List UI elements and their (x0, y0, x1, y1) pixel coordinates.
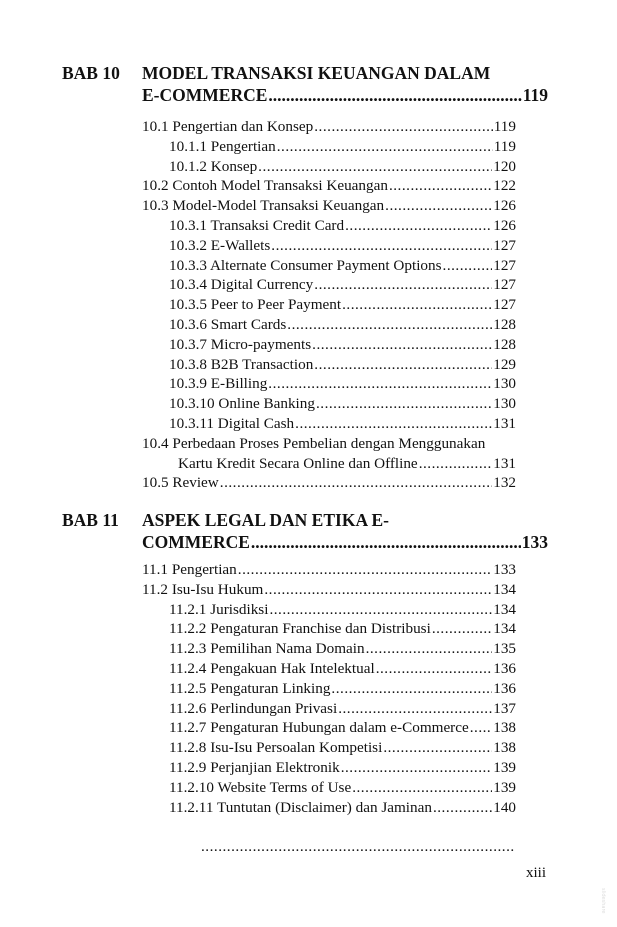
entry-number: 11.2.8 (169, 739, 207, 757)
leader-dots (271, 236, 492, 256)
page-number: 139 (493, 758, 516, 776)
toc-entry[interactable] (142, 738, 516, 758)
toc-entry[interactable] (142, 117, 516, 137)
page-number: 135 (493, 640, 516, 658)
entry-text: B2B Transaction (210, 355, 314, 373)
page-number: 134 (493, 580, 516, 598)
leader-dots (419, 454, 493, 474)
leader-dots (264, 580, 492, 600)
entry-text: Isu-Isu Persoalan Kompetisi (210, 739, 383, 757)
toc-entry[interactable] (142, 236, 516, 256)
leader-dots (201, 837, 515, 857)
entry-number: 10.1 (142, 118, 169, 135)
page-number: 128 (493, 335, 516, 353)
entry-number: 10.3.7 (169, 335, 207, 353)
leader-dots (312, 335, 492, 355)
leader-dots (470, 718, 492, 738)
entry-text: E-Wallets (210, 236, 271, 254)
toc-entry[interactable] (142, 137, 516, 157)
leader-dots (314, 275, 492, 295)
watermark: slideshare (600, 888, 606, 914)
page-number: 119 (522, 85, 548, 105)
leader-dots (314, 117, 493, 137)
leader-dots (251, 531, 521, 553)
entry-text: Pengertian (171, 561, 237, 578)
entry-text: Peer to Peer Payment (210, 296, 342, 314)
leader-dots (238, 560, 492, 580)
entry-text: Jurisdiksi (210, 600, 269, 618)
toc-entry[interactable] (142, 679, 516, 699)
page-number: 127 (493, 296, 516, 314)
page-number: 132 (493, 474, 516, 492)
chapter-title-line1: ASPEK LEGAL DAN ETIKA E- (142, 510, 389, 530)
page-number: 138 (493, 739, 516, 757)
entry-number: 10.5 (142, 474, 169, 492)
toc-entry[interactable] (142, 275, 516, 295)
entry-number: 10.3.9 (169, 375, 207, 393)
entry-number: 10.3.4 (169, 276, 207, 294)
chapter-title (142, 62, 548, 106)
toc-entry[interactable] (142, 699, 516, 719)
entry-number: 10.4 (142, 434, 169, 452)
toc-entry-wrapped-first[interactable] (142, 817, 516, 837)
leader-dots (338, 699, 492, 719)
entry-text: Pengakuan Hak Intelektual (210, 659, 375, 677)
leader-dots (295, 414, 492, 434)
entry-number: 11.2.1 (169, 600, 207, 618)
leader-dots (220, 473, 492, 493)
entry-text: Digital Cash (217, 414, 295, 432)
page-number: 133 (493, 561, 516, 578)
entry-number: 11.2.6 (169, 699, 207, 717)
toc-entry-wrapped-continuation[interactable] (142, 837, 516, 857)
entry-number: 11.2.5 (169, 679, 207, 697)
leader-dots (316, 394, 492, 414)
entry-number: 10.3.6 (169, 315, 207, 333)
entry-number: 11.2.11 (169, 798, 214, 816)
leader-dots (389, 176, 492, 196)
entry-number: 11.2.2 (169, 620, 207, 638)
leader-dots (383, 738, 492, 758)
leader-dots (341, 758, 493, 778)
leader-dots (376, 659, 493, 679)
leader-dots (366, 639, 493, 659)
entry-text: Alternate Consumer Payment Options (209, 256, 442, 274)
entry-text: Pemilihan Nama Domain (210, 640, 365, 658)
entry-text: Perjanjian Elektronik (210, 758, 340, 776)
entry-number: 10.3.11 (169, 414, 214, 432)
entry-text: Smart Cards (210, 315, 287, 333)
leader-dots (345, 216, 492, 236)
entry-text: Model-Model Transaksi Keuangan (172, 197, 385, 215)
page-number: 119 (493, 137, 516, 155)
page-number: 119 (493, 118, 516, 135)
page-number: 133 (521, 532, 548, 552)
page-number: 136 (493, 659, 516, 677)
entry-text: Contoh Model Transaksi Keuangan (172, 177, 388, 195)
entry-number: 10.2 (142, 177, 169, 195)
entry-number: 10.3.8 (169, 355, 207, 373)
toc-entry[interactable] (142, 256, 516, 276)
entry-text: Digital Currency (210, 276, 314, 294)
toc-entry[interactable] (142, 580, 516, 600)
entry-number: 10.3.5 (169, 296, 207, 314)
toc-entry[interactable] (142, 374, 516, 394)
entry-number: 10.3.3 (169, 256, 207, 274)
toc-entry[interactable] (142, 778, 516, 798)
chapter-title-line1: MODEL TRANSAKSI KEUANGAN DALAM (142, 63, 491, 83)
chapter-label: BAB 11 (62, 510, 119, 530)
entry-number: 10.1.2 (169, 157, 207, 175)
leader-dots (277, 137, 493, 157)
entry-text: Pengaturan Franchise dan Distribusi (210, 620, 431, 638)
toc-entry[interactable] (142, 196, 516, 216)
toc-entry[interactable] (142, 176, 516, 196)
leader-dots (269, 600, 492, 620)
page-number: 126 (493, 197, 516, 215)
leader-dots (314, 355, 492, 375)
entry-text: Konsep (210, 157, 258, 175)
page-number: 120 (493, 157, 516, 175)
page-number: 136 (493, 679, 516, 697)
page-number: 131 (493, 414, 516, 432)
toc-entry[interactable] (142, 619, 516, 639)
page-number: 127 (493, 236, 516, 254)
toc-entry[interactable] (142, 600, 516, 620)
page-number: 129 (493, 355, 516, 373)
chapter-title (142, 509, 548, 553)
toc-entry[interactable] (142, 639, 516, 659)
leader-dots (443, 256, 493, 276)
page-number: 140 (493, 798, 516, 816)
entry-text: Kartu Kredit Secara Online dan Offline (178, 454, 418, 472)
page-folio: xiii (526, 865, 547, 881)
chapter-title-line2: COMMERCE (142, 532, 250, 552)
chapter-11-entries (142, 560, 516, 857)
entry-text: E-Billing (210, 375, 268, 393)
entry-number: 10.3.10 (169, 395, 215, 413)
toc-entry[interactable] (142, 560, 516, 580)
entry-text: Perbedaan Proses Pembelian dengan Menggunakan (172, 434, 486, 452)
leader-dots (352, 778, 492, 798)
page-number: 122 (493, 177, 516, 195)
toc-entry[interactable] (142, 335, 516, 355)
toc-entry[interactable] (142, 798, 516, 818)
entry-number: 11.2.7 (169, 719, 207, 737)
leader-dots (385, 196, 492, 216)
entry-number: 11.2.9 (169, 758, 207, 776)
entry-text: Pengaturan Linking (210, 679, 331, 697)
chapter-label: BAB 10 (62, 63, 120, 83)
entry-text: Micro-payments (210, 335, 312, 353)
toc-entry[interactable] (142, 758, 516, 778)
entry-text: Perlindungan Privasi (210, 699, 338, 717)
toc-entry[interactable] (142, 295, 516, 315)
page-number: 128 (493, 315, 516, 333)
page-number: 130 (493, 375, 516, 393)
toc-entry[interactable] (142, 659, 516, 679)
toc-entry-wrapped-continuation[interactable] (142, 454, 516, 474)
entry-text: Pengaturan Hubungan dalam e-Commerce (210, 719, 469, 737)
leader-dots (331, 679, 492, 699)
chapter-title-line2-row (142, 84, 548, 106)
leader-dots (342, 295, 492, 315)
leader-dots (433, 798, 492, 818)
leader-dots (258, 157, 492, 177)
toc-entry[interactable] (142, 216, 516, 236)
entry-number: 11.1 (142, 561, 169, 578)
entry-text: Pengertian dan Konsep (172, 118, 314, 135)
entry-number: 10.3.2 (169, 236, 207, 254)
chapter-title-line2-row (142, 531, 548, 553)
toc-entry[interactable] (142, 315, 516, 335)
page-number: 127 (493, 256, 516, 274)
entry-number: 11.2.4 (169, 659, 207, 677)
page-number: 138 (493, 719, 516, 737)
page-number: 130 (493, 395, 516, 413)
toc-entry[interactable] (142, 157, 516, 177)
toc-entry-wrapped-first[interactable] (142, 434, 516, 454)
page-number: 134 (493, 620, 516, 638)
page-number: 137 (493, 699, 516, 717)
entry-number: 11.2.3 (169, 640, 207, 658)
page-number: 134 (493, 600, 516, 618)
leader-dots (268, 84, 521, 106)
page-number: 126 (493, 216, 516, 234)
page-number: 131 (493, 454, 516, 472)
entry-text: Online Banking (218, 395, 315, 413)
entry-number: 11.2.10 (169, 778, 214, 796)
chapter-title-line2: E-COMMERCE (142, 85, 268, 105)
chapter-10-entries (142, 117, 516, 493)
entry-number: 10.3.1 (169, 216, 207, 234)
entry-text: Isu-Isu Hukum (171, 580, 264, 598)
toc-entry[interactable] (142, 718, 516, 738)
toc-entry[interactable] (142, 414, 516, 434)
entry-text: Review (172, 474, 219, 492)
entry-text: Tuntutan (Disclaimer) dan Jaminan (216, 798, 432, 816)
page-number: 139 (493, 778, 516, 796)
entry-text: Transaksi Credit Card (210, 216, 345, 234)
leader-dots (287, 315, 492, 335)
entry-number: 10.1.1 (169, 137, 207, 155)
entry-number: 11.2 (142, 580, 169, 598)
entry-text: Pengertian (210, 137, 276, 155)
toc-entry[interactable] (142, 473, 516, 493)
toc-entry[interactable] (142, 394, 516, 414)
entry-text: Website Terms of Use (217, 778, 352, 796)
leader-dots (432, 619, 492, 639)
entry-number: 10.3 (142, 197, 169, 215)
toc-entry[interactable] (142, 355, 516, 375)
leader-dots (268, 374, 492, 394)
page-number: 127 (493, 276, 516, 294)
